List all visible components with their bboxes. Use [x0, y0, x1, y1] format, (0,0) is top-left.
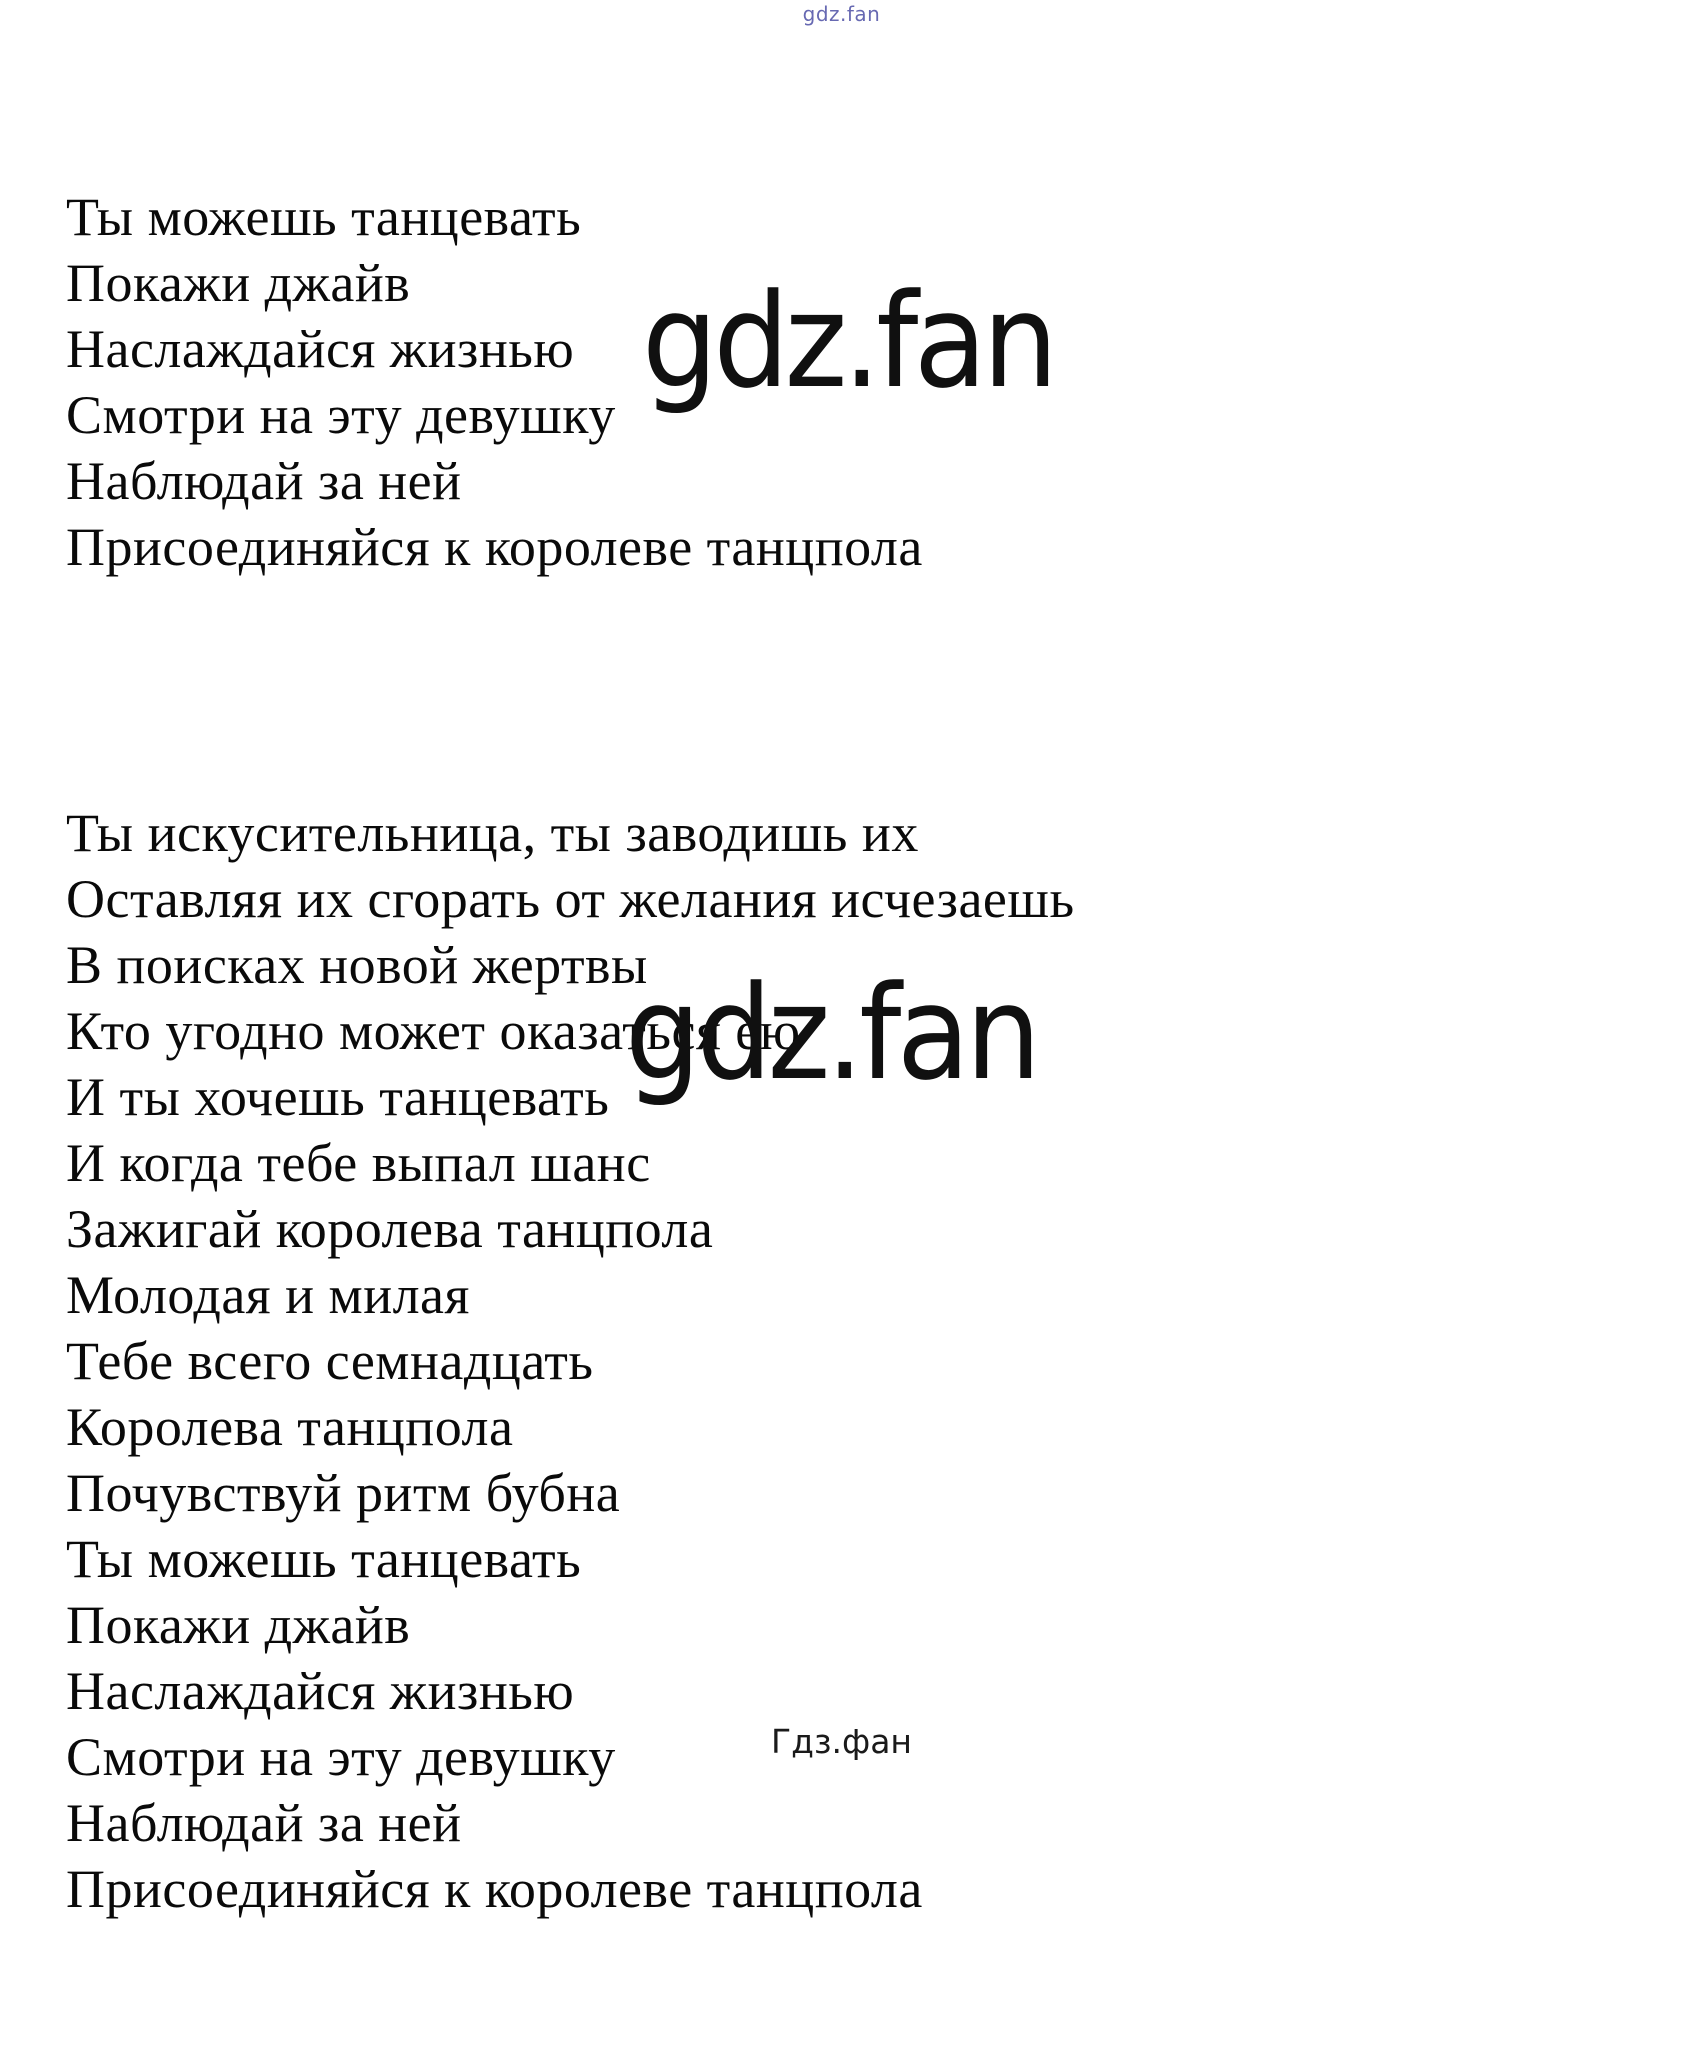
lyric-line: Покажи джайв [66, 1595, 411, 1655]
site-watermark-large-1: gdz.fan [642, 265, 1054, 417]
lyric-line: Смотри на эту девушку [66, 1727, 616, 1787]
site-watermark-top: gdz.fan [802, 2, 881, 26]
lyric-line: Покажи джайв [66, 253, 411, 313]
site-watermark-large-2: gdz.fan [625, 957, 1037, 1109]
lyric-line: Ты искусительница, ты заводишь их [66, 803, 919, 863]
lyric-line: Наслаждайся жизнью [66, 319, 575, 379]
lyric-line: Наблюдай за ней [66, 1793, 462, 1853]
lyric-line: Почувствуй ритм бубна [66, 1463, 621, 1523]
lyric-line: Кто угодно может оказаться ею [66, 1001, 801, 1061]
site-footer-label: Гдз.фан [771, 1722, 912, 1761]
lyric-line: Наслаждайся жизнью [66, 1661, 575, 1721]
lyric-line: Ты можешь танцевать [66, 1529, 582, 1589]
lyric-line: Оставляя их сгорать от желания исчезаешь [66, 869, 1075, 929]
lyric-line: Молодая и милая [66, 1265, 470, 1325]
lyric-line: Ты можешь танцевать [66, 187, 582, 247]
lyric-line: Наблюдай за ней [66, 451, 462, 511]
lyric-line: Присоединяйся к королеве танцпола [66, 1859, 923, 1919]
lyric-line: В поисках новой жертвы [66, 935, 648, 995]
lyric-line: И когда тебе выпал шанс [66, 1133, 651, 1193]
lyric-line: И ты хочешь танцевать [66, 1067, 610, 1127]
lyric-line: Смотри на эту девушку [66, 385, 616, 445]
lyric-line: Тебе всего семнадцать [66, 1331, 594, 1391]
lyric-line: Зажигай королева танцпола [66, 1199, 714, 1259]
lyric-line: Присоединяйся к королеве танцпола [66, 517, 923, 577]
lyric-line: Королева танцпола [66, 1397, 514, 1457]
